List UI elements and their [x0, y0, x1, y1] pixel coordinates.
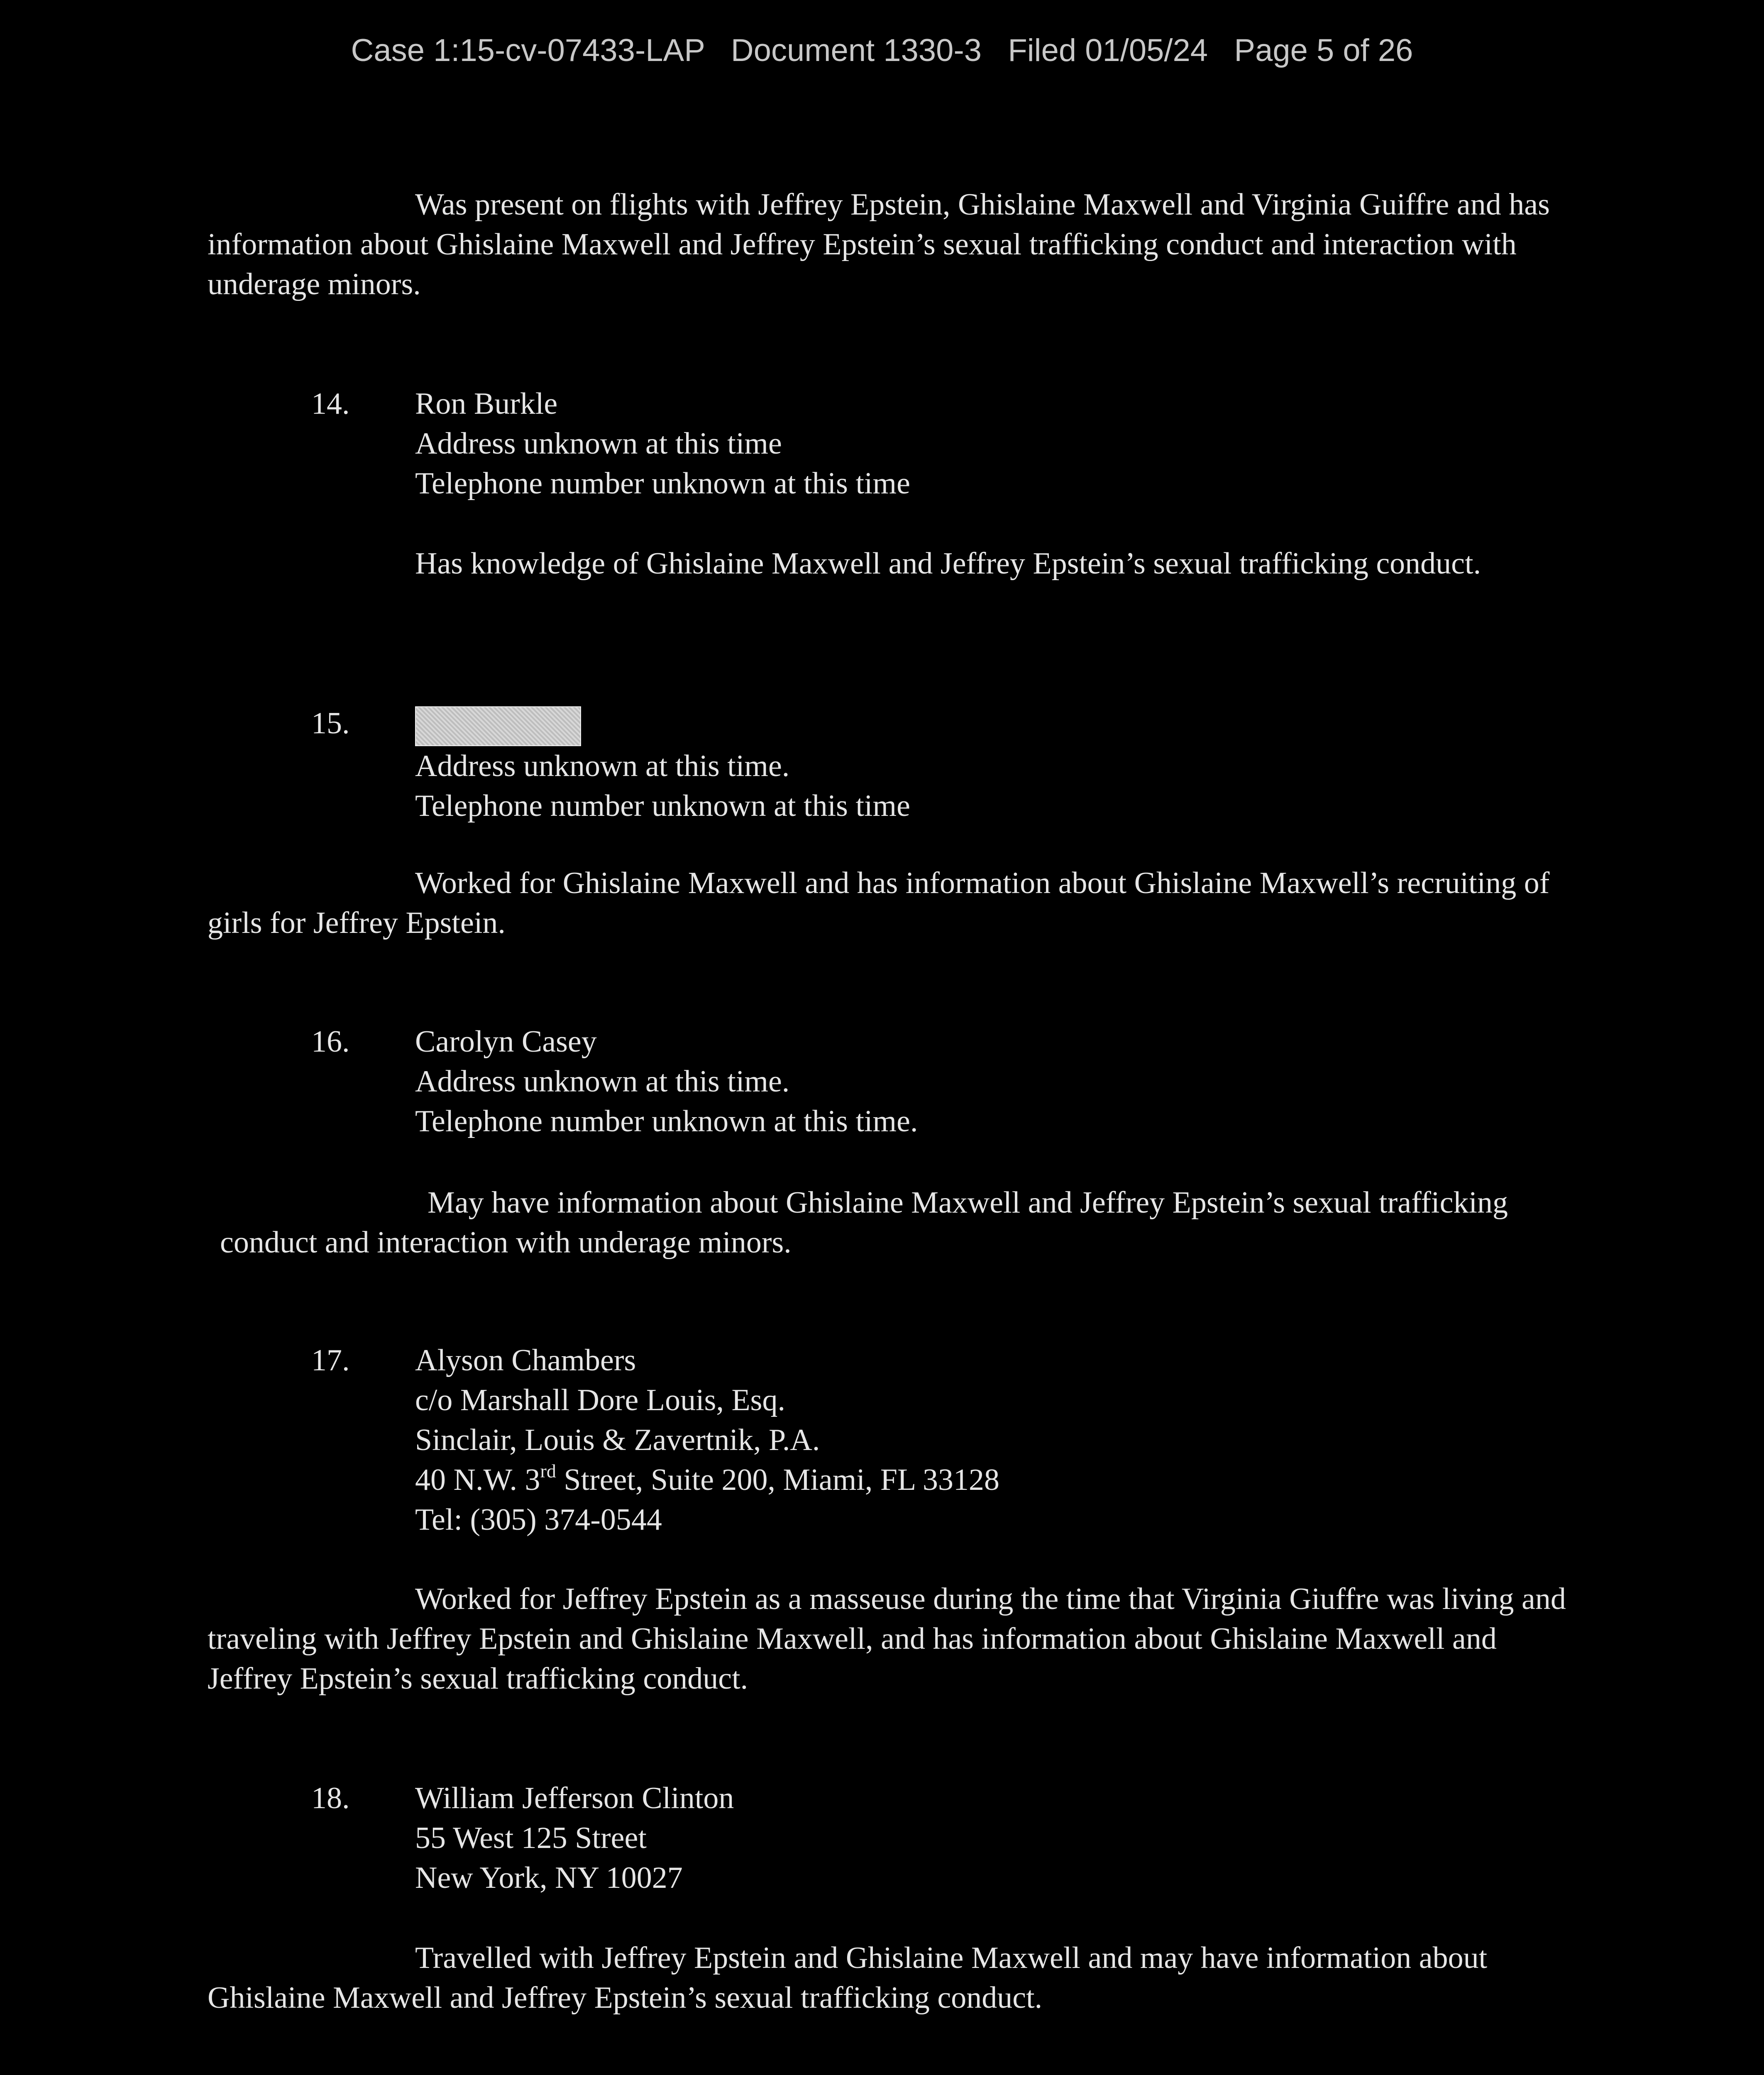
law-firm-line: Sinclair, Louis & Zavertnik, P.A.	[415, 1423, 820, 1457]
witness-phone: Telephone number unknown at this time.	[415, 1104, 918, 1138]
witness-name: William Jefferson Clinton	[415, 1781, 734, 1815]
entry-number: 17.	[311, 1343, 350, 1377]
intro-paragraph: Was present on flights with Jeffrey Epstein, Ghislaine Maxwell and Virginia Guiffre and has information about Ghislaine Maxwell and Jeffrey Epstein’s sexual trafficking conduct and interaction with underage minors.	[208, 188, 1550, 301]
witness-phone: Telephone number unknown at this time	[415, 789, 910, 823]
witness-description-15: Worked for Ghislaine Maxwell and has information about Ghislaine Maxwell’s recruiting of girls for Jeffrey Epstein.	[208, 866, 1550, 940]
entry-number: 18.	[311, 1781, 350, 1815]
witness-address: Address unknown at this time	[415, 427, 782, 461]
witness-phone: Telephone number unknown at this time	[415, 466, 910, 500]
street-address-line: 40 N.W. 3rd Street, Suite 200, Miami, FL 33128	[415, 1460, 999, 1497]
witness-name: Ron Burkle	[415, 387, 558, 421]
entry-number: 16.	[311, 1025, 350, 1059]
witness-address: Address unknown at this time.	[415, 1064, 790, 1099]
witness-description-18: Travelled with Jeffrey Epstein and Ghislaine Maxwell and may have information about Ghislaine Maxwell and Jeffrey Epstein’s sexual trafficking conduct.	[208, 1941, 1488, 2015]
witness-name: Carolyn Casey	[415, 1025, 597, 1059]
witness-description-17: Worked for Jeffrey Epstein as a masseuse during the time that Virginia Giuffre was living and traveling with Jeffrey Epstein and Ghislaine Maxwell, and has information about Ghislaine Maxwell and Jeffrey Epstein’s sexual trafficking conduct.	[208, 1582, 1566, 1696]
witness-address: Address unknown at this time.	[415, 749, 790, 784]
attorney-line: c/o Marshall Dore Louis, Esq.	[415, 1383, 785, 1417]
redacted-name-box	[415, 706, 581, 746]
case-header: Case 1:15-cv-07433-LAP Document 1330-3 Filed 01/05/24 Page 5 of 26	[351, 33, 1413, 68]
witness-description-16: May have information about Ghislaine Maxwell and Jeffrey Epstein’s sexual trafficking conduct and interaction with underage minors.	[220, 1186, 1508, 1260]
witness-description-14: Has knowledge of Ghislaine Maxwell and Jeffrey Epstein’s sexual trafficking conduct.	[415, 547, 1481, 581]
entry-number: 14.	[311, 387, 350, 421]
witness-city: New York, NY 10027	[415, 1861, 683, 1895]
witness-name: Alyson Chambers	[415, 1343, 636, 1377]
witness-phone: Tel: (305) 374-0544	[415, 1503, 662, 1537]
witness-address: 55 West 125 Street	[415, 1821, 647, 1855]
entry-number: 15.	[311, 706, 350, 740]
